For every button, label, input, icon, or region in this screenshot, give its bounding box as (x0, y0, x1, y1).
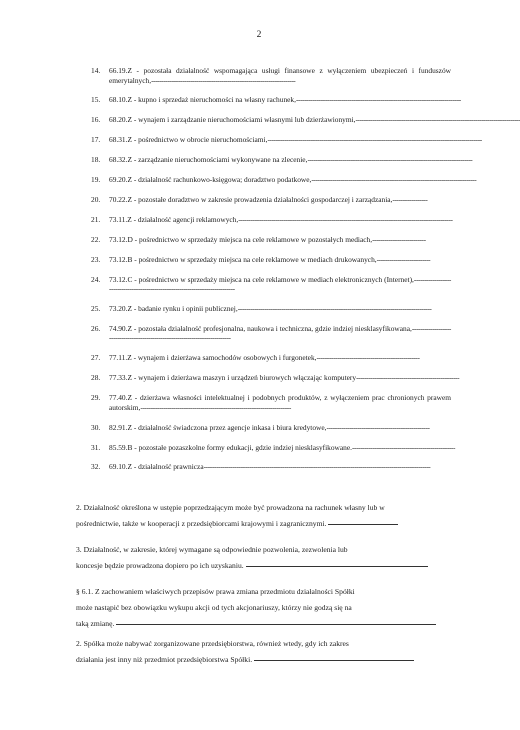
item-text: 68.20.Z - wynajem i zarządzanie nieruchomościami własnymi lub dzierżawionymi,-------------------------------------------------------------------------------- (109, 115, 520, 125)
item-number: 14. (91, 66, 101, 75)
list-item (91, 373, 460, 383)
item-text: 77.11.Z - wynajem i dzierżawa samochodów osobowych i furgonetek,-------------------------------------------------- (109, 353, 420, 363)
paragraph-line: 2. Spółka może nabywać zorganizowane przedsiębiorstwa, również wtedy, gdy ich zakres (76, 639, 349, 648)
paragraph-line: 2. Działalność określona w ustępie poprzedzającym może być prowadzona na rachunek własny lub w (76, 503, 385, 512)
item-number: 32. (91, 462, 101, 472)
item-text: 73.12.D - pośrednictwo w sprzedaży miejsca na cele reklamowe w pozostałych mediach,-------------------------- (109, 234, 426, 244)
list-item (91, 462, 451, 472)
list-item (91, 353, 451, 363)
activity-list (91, 66, 520, 482)
paragraph-line: taką zmianę. (76, 616, 452, 632)
list-item (91, 255, 451, 265)
item-text: 77.40.Z - dzierżawa własności intelektualnej i podobnych produktów, z wyłączeniem prac chronionych prawem autorskim,------------------------------------------------------------------------- (109, 393, 451, 412)
item-number: 30. (91, 422, 101, 432)
item-text: 73.12.C - pośrednictwo w sprzedaży miejsca na cele reklamowe w mediach elektronicznych (Internet),------------------------------------------------------------------------------- (109, 274, 451, 294)
list-item (91, 66, 451, 85)
item-number: 18. (91, 155, 101, 165)
list-item (91, 115, 520, 125)
list-item (91, 423, 451, 433)
section-6-2 (76, 636, 452, 668)
item-text: 68.32.Z - zarządzanie nieruchomościami wykonywane na zlecenie,-------------------------------------------------------------------------------- (109, 155, 473, 165)
item-number: 28. (91, 373, 101, 383)
list-item (91, 304, 451, 314)
list-item (91, 235, 451, 245)
item-number: 26. (91, 323, 101, 333)
item-number: 29. (91, 393, 101, 403)
paragraph-line: § 6.1. Z zachowaniem właściwych przepisów prawa zmiana przedmiotu działalności Spółki (76, 587, 355, 596)
list-item (91, 175, 477, 185)
paragraph-line: może nastąpić bez obowiązku wykupu akcji od tych akcjonariuszy, którzy nie godzą się na (76, 603, 352, 612)
list-item (91, 324, 451, 343)
item-number: 19. (91, 175, 101, 185)
list-item (91, 135, 482, 145)
item-number: 15. (91, 95, 101, 105)
item-text: 66.19.Z - pozostała działalność wspomagająca usługi finansowe z wyłączeniem ubezpieczeń i funduszów emerytalnych,---------------------------------------------------------------------- (109, 66, 451, 85)
item-text: 69.10.Z - działalność prawnicza-------------------------------------------------------------------------------------------------------------- (109, 462, 431, 472)
item-number: 21. (91, 214, 101, 224)
item-number: 31. (91, 442, 101, 452)
item-text: 68.31.Z - pośrednictwo w obrocie nieruchomościami,-------------------------------------------------------------------------------------------------------- (109, 135, 482, 145)
item-text: 73.12.B - pośrednictwo w sprzedaży miejsca na cele reklamowe w mediach drukowanych,-------------------------- (109, 254, 431, 264)
item-text: 74.90.Z - pozostała działalność profesjonalna, naukowa i techniczna, gdzie indziej niesklasyfikowana,------------------------------------------------------------------------------ (109, 323, 451, 343)
item-text: 77.33.Z - wynajem i dzierżawa maszyn i urządzeń biurowych włączając komputery-------------------------------------------------- (109, 373, 460, 383)
list-item (91, 275, 451, 294)
list-item (91, 95, 461, 105)
item-number: 24. (91, 274, 101, 284)
item-number: 16. (91, 115, 101, 125)
item-text: 73.20.Z - badanie rynku i opinii publicznej,---------------------------------------------------------------------------------------------- (109, 303, 432, 313)
paragraph-3 (76, 542, 452, 574)
item-number: 22. (91, 234, 101, 244)
paragraph-line: działania jest inny niż przedmiot przedsiębiorstwa Spółki. (76, 652, 452, 668)
list-item (91, 195, 451, 205)
item-text: 85.59.B - pozostałe pozaszkolne formy edukacji, gdzie indziej niesklasyfikowane.-------------------------------------------------- (109, 442, 456, 452)
list-item (91, 393, 451, 412)
section-6-1 (76, 584, 452, 632)
item-number: 17. (91, 135, 101, 145)
item-text: 69.20.Z - działalność rachunkowo-księgowa; doradztwo podatkowe,-------------------------------------------------------------------------------- (109, 175, 477, 185)
item-number: 23. (91, 254, 101, 264)
page-number: 2 (256, 30, 262, 40)
list-item (91, 155, 473, 165)
paragraph-line: koncesje będzie prowadzona dopiero po ich uzyskaniu. (76, 558, 452, 574)
item-number: 27. (91, 353, 101, 363)
list-item (91, 215, 451, 225)
item-text: 68.10.Z - kupno i sprzedaż nieruchomości na własny rachunek,-------------------------------------------------------------------------------- (109, 95, 461, 105)
item-text: 70.22.Z - pozostałe doradztwo w zakresie prowadzenia działalności gospodarczej i zarządzania,----------------- (109, 194, 428, 204)
paragraph-line: 3. Działalność, w zakresie, której wymagane są odpowiednie pozwolenia, zezwolenia lub (76, 545, 348, 554)
paragraph-2 (76, 500, 452, 532)
list-item (91, 442, 456, 453)
paragraph-line: pośrednictwie, także w kooperacji z przedsiębiorcami krajowymi i zagranicznymi. (76, 516, 452, 532)
item-text: 73.11.Z - działalność agencji reklamowych,-------------------------------------------------------------------------------------------------------- (109, 214, 453, 224)
item-number: 20. (91, 194, 101, 204)
item-text: 82.91.Z - działalność świadczona przez agencje inkasa i biura kredytowe,-------------------------------------------------- (109, 422, 430, 432)
item-number: 25. (91, 303, 101, 313)
